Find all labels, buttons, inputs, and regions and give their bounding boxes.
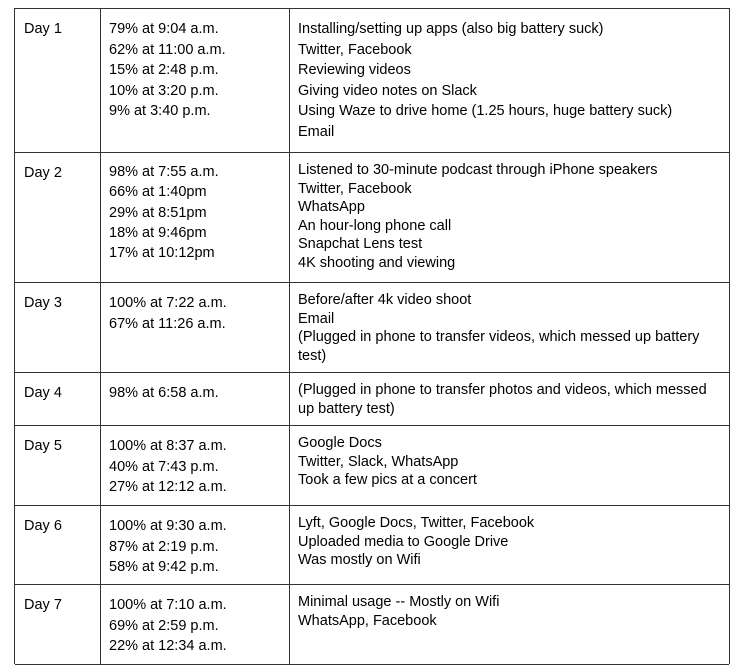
battery-level-cell: [101, 9, 290, 153]
battery-reading: 62% at 11:00 a.m.: [109, 41, 226, 58]
activity-cell: [290, 9, 729, 153]
activity-item: An hour-long phone call: [298, 217, 452, 234]
activity-item: Twitter, Facebook: [298, 180, 412, 197]
activity-item: (Plugged in phone to transfer photos and videos, which messed up battery test): [298, 382, 707, 417]
battery-reading: 87% at 2:19 p.m.: [109, 538, 219, 555]
day-cell: [15, 585, 101, 665]
activity-item: 4K shooting and viewing: [298, 254, 456, 271]
activity-cell: [290, 153, 729, 283]
activity-cell: [290, 283, 729, 373]
battery-reading: 29% at 8:51pm: [109, 204, 207, 221]
table-row: [15, 506, 729, 585]
battery-level-cell: [101, 283, 290, 373]
battery-reading: 10% at 3:20 p.m.: [109, 82, 219, 99]
battery-reading: 98% at 6:58 a.m.: [109, 385, 219, 401]
battery-reading: 66% at 1:40pm: [109, 184, 207, 201]
table-row: [15, 153, 729, 283]
day-label: Day 4: [24, 385, 62, 401]
activity-item: Email: [298, 123, 335, 140]
day-cell: [15, 283, 101, 373]
activity-cell: [290, 585, 729, 665]
battery-reading: 17% at 10:12pm: [109, 245, 215, 262]
activity-item: Reviewing videos: [298, 62, 411, 79]
day-label: Day 7: [24, 597, 62, 613]
activity-item: Minimal usage -- Mostly on Wifi: [298, 594, 500, 610]
table-row: [15, 373, 729, 426]
battery-reading: 58% at 9:42 p.m.: [109, 559, 219, 576]
battery-reading: 79% at 9:04 a.m.: [109, 21, 219, 37]
battery-reading: 100% at 7:22 a.m.: [109, 295, 227, 311]
table-row: [15, 283, 729, 373]
battery-reading: 22% at 12:34 a.m.: [109, 638, 227, 655]
battery-reading: 69% at 2:59 p.m.: [109, 617, 219, 634]
activity-cell: [290, 506, 729, 585]
day-cell: [15, 373, 101, 426]
battery-level-cell: [101, 153, 290, 283]
activity-item: Before/after 4k video shoot: [298, 292, 472, 308]
activity-item: (Plugged in phone to transfer videos, which messed up battery test): [298, 329, 700, 364]
activity-item: WhatsApp: [298, 199, 365, 216]
activity-cell: [290, 426, 729, 506]
day-label: Day 5: [24, 438, 62, 454]
day-cell: [15, 153, 101, 283]
battery-reading: 100% at 7:10 a.m.: [109, 597, 227, 613]
battery-reading: 67% at 11:26 a.m.: [109, 315, 226, 332]
activity-cell: [290, 373, 729, 426]
table-row: [15, 585, 729, 665]
activity-item: Snapchat Lens test: [298, 236, 423, 253]
battery-log-table: [14, 8, 730, 664]
activity-item: Giving video notes on Slack: [298, 82, 477, 99]
table-row: [15, 9, 729, 153]
battery-reading: 98% at 7:55 a.m.: [109, 164, 219, 180]
battery-reading: 9% at 3:40 p.m.: [109, 103, 211, 120]
day-label: Day 1: [24, 21, 62, 37]
day-label: Day 2: [24, 165, 62, 181]
day-cell: [15, 426, 101, 506]
activity-item: Using Waze to drive home (1.25 hours, huge battery suck): [298, 103, 673, 120]
battery-level-cell: [101, 373, 290, 426]
activity-item: WhatsApp, Facebook: [298, 612, 437, 629]
activity-item: Twitter, Slack, WhatsApp: [298, 453, 459, 470]
battery-reading: 27% at 12:12 a.m.: [109, 479, 227, 496]
activity-item: Listened to 30-minute podcast through iPhone speakers: [298, 162, 658, 178]
day-label: Day 3: [24, 295, 62, 311]
activity-item: Lyft, Google Docs, Twitter, Facebook: [298, 515, 535, 531]
day-label: Day 6: [24, 518, 62, 534]
activity-item: Installing/setting up apps (also big battery suck): [298, 21, 604, 37]
battery-reading: 100% at 9:30 a.m.: [109, 518, 227, 534]
battery-reading: 18% at 9:46pm: [109, 224, 207, 241]
activity-item: Google Docs: [298, 435, 382, 451]
day-cell: [15, 506, 101, 585]
table-row: [15, 426, 729, 506]
battery-level-cell: [101, 426, 290, 506]
activity-item: Email: [298, 310, 335, 327]
activity-item: Was mostly on Wifi: [298, 552, 421, 569]
battery-reading: 100% at 8:37 a.m.: [109, 438, 227, 454]
activity-item: Uploaded media to Google Drive: [298, 533, 509, 550]
battery-level-cell: [101, 506, 290, 585]
battery-reading: 15% at 2:48 p.m.: [109, 62, 219, 79]
activity-item: Twitter, Facebook: [298, 41, 412, 58]
activity-item: Took a few pics at a concert: [298, 472, 477, 489]
battery-level-cell: [101, 585, 290, 665]
battery-reading: 40% at 7:43 p.m.: [109, 458, 219, 475]
day-cell: [15, 9, 101, 153]
